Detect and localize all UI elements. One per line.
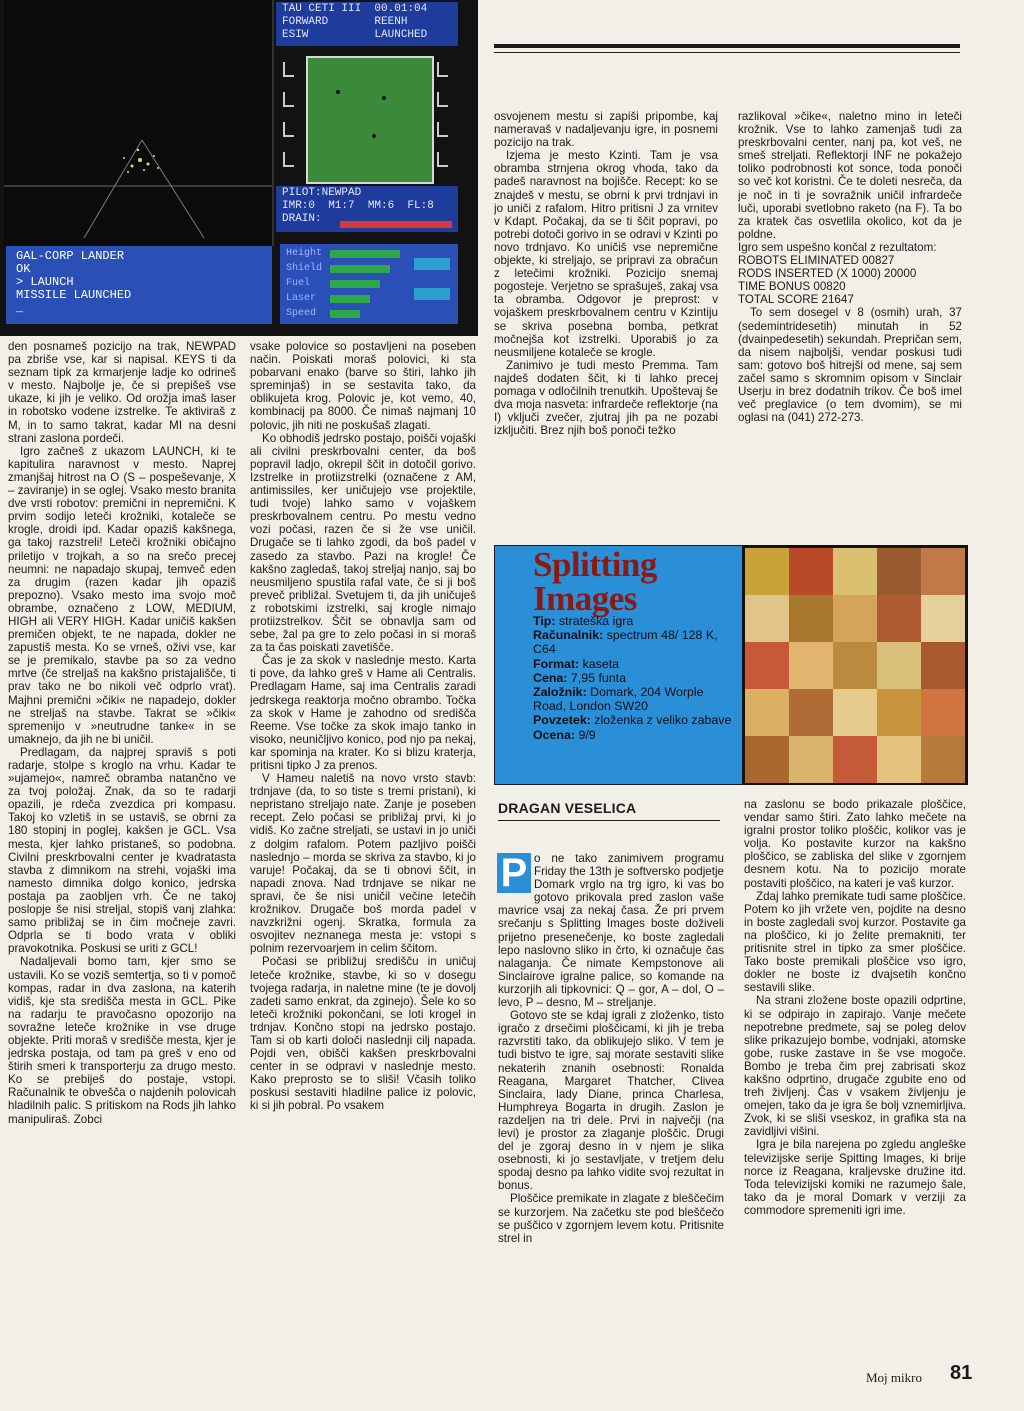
console-line: OK (16, 262, 31, 276)
paragraph: V Hameu naletiš na novo vrsto stavb: trdnjave (da, to so tiste s tremi pristani), ki nepristano streljajo nate. Zanje je poseben recept. Zelo počasi se približaj prvi, ki jo vidiš. Ko začne streljati, se ustavi in jo uniči z dolgim rafalom. Potem pazljivo poišči naslednjo – morda se skriva za stavbo, ki jo varuje! Počakaj, da se ti obnovi ščit, in napadi znova. Nad trdnjave se nikar ne spravi, če še nisi uničil večine letečih krožnikov. Drugače boš morda padel v navzkrižni ogenj. Skratka, formula za osvojitev neznanega mesta je: vstopi s polnim rezervoarjem in celim ščitom. (250, 772, 476, 956)
hud-top-line: TAU CETI III 00.01:04 (282, 3, 428, 15)
puzzle-tile (789, 595, 833, 642)
info-value: 7,95 funta (567, 670, 626, 685)
paragraph: den posnameš pozicijo na trak, NEWPAD pa zbriše vse, kar si napisal. KEYS ti da seznam tipk za krmarjenje ladje ko odrineš v mesto. Najbolje je, če si prepišeš vse ukaze, ki jih je veliko. Od orožja imaš laser in robotsko vodene izstrelke. Te aktiviraš z M, in to samo takrat, kadar MI na desni strani zaslona pordeči. (8, 340, 236, 445)
info-label: Format: (533, 656, 580, 671)
puzzle-tile (921, 548, 965, 595)
info-value: kaseta (579, 656, 620, 671)
hud-pilot-line: IMR:0 M1:7 MM:6 FL:8 (282, 200, 434, 212)
page-number: 81 (950, 1362, 973, 1384)
game-info-box (494, 545, 744, 785)
info-label: Ocena: (533, 727, 576, 742)
paragraph: Na strani zložene boste opazili odprtine, ki se odpirajo in zapirajo. Vanje mečete nepotrebne predmete, saj se poleg delov slike prikazujejo bombe, vodnjaki, atomske gobe, ruske zastave in še vse mogoče. Bombo je treba čim prej zabrisati skoz kakšno odprtino, drugače zgubite eno od treh življenj. Čas v vsakem življenju je omejen, tako da je igra še bolj vznemirljiva. Zvok, ki se sliši vseskoz, in grafika sta na zavidljivi višini. (744, 994, 966, 1139)
info-label: Cena: (533, 670, 568, 685)
radar-dots (308, 58, 432, 182)
header-rule (494, 44, 960, 48)
status-bar (330, 295, 370, 303)
author-name: DRAGAN VESELICA (498, 800, 637, 816)
paragraph: Ploščice premikate in zlagate z bleščečim se kurzorjem. Na začetku ste pod bleščečo se puščico v zgornjem levem kotu. Pritisnite strel in (498, 1192, 724, 1245)
info-row (533, 614, 738, 628)
paragraph: Igro sem uspešno končal z rezultatom: (738, 240, 937, 254)
info-value: strateška igra (555, 614, 634, 628)
paragraph: vsake polovice so postavljeni na poseben način. Poiskati moraš polovici, ki sta pobarvani enako (barve so štiri, lahko jih spreminjaš) in se sestavita tako, da oblikujeta krog. Polovic je, kot vemo, 40, kombinacij pa 8000. Če nimaš najmanj 10 polovic, jih niti ne poskušaš zlagati. (250, 340, 476, 432)
puzzle-tile (833, 736, 877, 783)
score-line: TIME BONUS 00820 (738, 280, 846, 294)
puzzle-tile (877, 595, 921, 642)
puzzle-tile (877, 642, 921, 689)
console-line: _ (16, 301, 24, 315)
status-bar (330, 310, 360, 318)
status-gauge (414, 288, 450, 300)
paragraph: Čas je za skok v naslednje mesto. Karta ti pove, da lahko greš v Hame ali Centralis. Predlagam Hame, saj ima Centralis zaradi jedrskega reaktorja močno obrambo. Točka za skok v Hame je zahodno od središča Reeme. Vse točke za skok imajo tanko in visoko, neuničljivo konico, pod njo pa nekaj, kar spominja na krater. Ko si blizu kraterja, pritisni tipko J za prenos. (250, 654, 476, 772)
drain-bar (340, 221, 452, 228)
info-label: Tip: (533, 614, 556, 628)
info-row (533, 657, 738, 671)
cockpit-view (4, 0, 274, 246)
article-column-1 (8, 340, 236, 1338)
console-line: > LAUNCH (16, 275, 74, 289)
hud-pilot-line: PILOT:NEWPAD (282, 187, 362, 199)
puzzle-tile (833, 548, 877, 595)
status-label: Speed (286, 308, 317, 319)
game-title (533, 545, 657, 618)
status-label: Height (286, 248, 323, 259)
info-row (533, 628, 738, 656)
paragraph: Igro začneš z ukazom LAUNCH, ki te kapitulira naravnost v mesto. Naprej zmanjšaj hitrost na O (S – pospeševanje, X – zaviranje) in se oglej. Vsako mesto branita dve vrsti robotov: premični in nepremični. K prvim sodijo leteči krožniki, kotaleče se krogle, droidi ipd. Kadar opaziš kakšnega, ga takoj razstreli! Leteči krožniki običajno priletijo v trojkah, a so na srečo precej neumni: ne napadajo skupaj, temveč eden za drugim (razen kadar jih opaziš prepozno). Vsako mesto ima svojo moč obrambe, označeno z LOW, MEDIUM, HIGH ali VERY HIGH. Kadar uničiš kakšen premičen objekt, te ne napada, dokler ne zapustiš mesta. Ko se vrneš, oživi vse, kar se je premikalo, stavbe pa so za vedno mrtve (če streljaš na kakšno pristajališče, ti prav tako ne bo nikoli več odprlo vrat). Majhni premični »čiki« ne napadejo, dokler ne streljaš na stavbe. Takrat se »čiki« spremenijo v »neutrudne tanke« in se umaknejo, da jih ne bi uničil. (8, 444, 236, 746)
puzzle-tile (745, 595, 789, 642)
paragraph: na zaslonu se bodo prikazale ploščice, vendar samo štiri. Zato lahko mečete na igralni prostor toliko ploščic, kolikor vas je volja. Ko postavite kurzor na kakšno ploščico, se zabliska del slike v zgornjem desnem kotu. Na to pozicijo morate postaviti ploščico, na kateri je vaš kurzor. (744, 798, 966, 890)
puzzle-tile (921, 595, 965, 642)
puzzle-tile (921, 689, 965, 736)
magazine-name: Moj mikro (866, 1370, 922, 1385)
info-row (533, 671, 738, 685)
puzzle-tile (877, 548, 921, 595)
puzzle-tile (921, 642, 965, 689)
puzzle-tile (877, 689, 921, 736)
hud-top-line: FORWARD REENH (282, 16, 408, 28)
radar-panel (306, 56, 434, 184)
paragraph: o ne tako zanimivem programu Friday the 13th je softversko podjetje Domark vrglo na trg igro, ki vas bo gotovo prikovala pred zaslon vaše mavrice vsaj za nekaj časa. Že pri prvem srečanju s Splitting Images boste doživeli prijetno presenečenje, ko boste zagledali lepo naslovno sliko in črto, ki označuje čas nalaganja. Če nimate Kempstonove ali Sinclairove igralne palice, so komande na kurzorjih ali tipkovnici: Q – gor, A – dol, O – levo, P – desno, M – streljanje. (498, 852, 724, 1010)
paragraph: Zanimivo je tudi mesto Premma. Tam najdeš dodaten ščit, ki ti lahko precej pomaga v odločilnih trenutkih. Upoštevaj še dva moja nasveta: infrardeče reflektorje (na I) vključi zvečer, zjutraj jih pa ne pozabi izključiti. Brez njih boš ponoči težko (494, 358, 718, 438)
game-title-line: Splitting (533, 545, 657, 584)
article-column-4b (744, 798, 966, 1338)
hud-top-line: ESIW LAUNCHED (282, 29, 428, 41)
article-column-3b (498, 852, 724, 1338)
cockpit-view-drawing (4, 0, 272, 246)
puzzle-tile (745, 689, 789, 736)
info-row (533, 685, 738, 713)
info-value: zloženka z veliko zabave (590, 713, 732, 728)
paragraph: Igra je bila narejena po zgledu angleške televizijske serije Spitting Images, ki brije norce iz Reagana, kraljevske družine itd. Toda televizijski komiki ne razumejo šale, tako da je moral Domark v verziji za commodore spremeniti igri ime. (744, 1138, 966, 1217)
puzzle-tile (921, 736, 965, 783)
puzzle-tile (789, 548, 833, 595)
console-panel (6, 246, 272, 324)
status-label: Shield (286, 263, 323, 274)
puzzle-tile (877, 736, 921, 783)
status-bar (330, 250, 400, 258)
paragraph: Predlagam, da najprej spraviš s poti radarje, stolpe s kroglo na vrhu. Kadar te »ujamejo«, namreč obramba natančno ve za tvoj položaj. Znak, da so te radarji opazili, je rdeča zvezdica pri kompasu. Takoj ko vzletiš in se ustaviš, se obrni za 180 stopinj in poglej, kakšen je GCL. Vsa mesta, kjer lahko pristaneš, so podobna. Civilni preskrbovalni center je kvadratasta stavba z dimnikom na strehi, vojaški ima namesto dimnika dolgo konico, jedrska postaja pa zaobljen vrh. Če ne takoj poslopje še nisi streljal, stopiš vanj zlahka: samo približaj se in čim močneje zavri. Odprla se ti bodo vrata v obliki pravokotnika. Poskusi se uriti z GCL! (8, 745, 236, 956)
score-line: RODS INSERTED (X 1000) 20000 (738, 267, 917, 281)
paragraph: razlikoval »čike«, naletno mino in leteči krožnik. Vse to lahko zamenjaš tudi za preskrbovalni center, nanj pa, kot veš, ne smeš streljati. Reflektorji INF ne pokažejo toliko podrobnosti kot sonce, toda ponoči so več kot koristni. Če te doleti nesreča, da je noč in ti je sovražnik uničil infrardeče luči, uporabi svetlobno raketo (na F). Ta bo za kratek čas osvetlila okolico, kot da je poldne. (738, 110, 962, 241)
game-title-line: Images (533, 579, 637, 618)
status-bar (330, 280, 380, 288)
status-panel (280, 244, 458, 324)
puzzle-tile (789, 736, 833, 783)
author-rule (498, 820, 720, 821)
score-line: ROBOTS ELIMINATED 00827 (738, 254, 895, 268)
right-scale-icon (434, 56, 458, 180)
puzzle-tile (745, 642, 789, 689)
status-bar (330, 265, 390, 273)
info-label: Povzetek: (533, 713, 591, 728)
score-line: TOTAL SCORE 21647 (738, 293, 854, 307)
puzzle-tile (745, 736, 789, 783)
info-label: Računalnik: (533, 628, 604, 643)
header-rule-thin (494, 52, 960, 53)
article-column-3 (494, 110, 718, 530)
article-column-4 (738, 110, 962, 530)
info-value: Domark, 204 Worple Road, London SW20 (533, 685, 704, 714)
drop-cap-space (498, 852, 534, 892)
paragraph: osvojenem mestu si zapiši pripombe, kaj nameravaš v nadaljevanju igre, in posnemi pozicijo na trak. (494, 110, 718, 150)
hud-pilot-line: DRAIN: (282, 213, 322, 225)
status-label: Fuel (286, 278, 311, 289)
info-label: Založnik: (533, 685, 587, 700)
hud-top-panel (276, 2, 458, 46)
puzzle-tile (833, 642, 877, 689)
puzzle-tile (789, 689, 833, 736)
paragraph: Počasi se približuj središču in uničuj leteče krožnike, stavbe, ki so v dosegu tvojega radarja, in naletne mine (te je dovolj zadeti samo enkrat, da zginejo). Šele ko so leteči krožniki pokončani, se loti krogel in trdnjav. Končno stopi na jedrsko postajo. Tam si ob karti določi naslednji cilj napada. Pojdi ven, obišči kakšen preskrbovalni center in se odpravi v naslednje mesto. Kako preprosto se to sliši! Včasih toliko poskusi sestaviti hladilne palice iz polovic, ki si jih pobral. Po vsakem (250, 955, 476, 1113)
info-value: spectrum 48/ 128 K, C64 (533, 628, 718, 657)
status-gauge (414, 258, 450, 270)
puzzle-tile (833, 689, 877, 736)
paragraph: To sem dosegel v 8 (osmih) urah, 37 (sedemintridesetih) minutah in 52 (dvainpedesetih) sekundah. Prepričan sem, da nisem najboljši, vendar poskusi tudi sam: gotovo boš hitrejši od mene, saj sem začel samo s skromnim opisom v Sinclair Userju in brez dodatnih trikov. Če boš imel več preglavice (o tem dvomim), se mi oglasi na (041) 272-273. (738, 306, 962, 425)
paragraph: Izjema je mesto Kzinti. Tam je vsa obramba strnjena okrog vhoda, tako da padeš naravnost na bojišče. Recept: ko se znajdeš v mestu, se obrni k prvi trdnjavi in jo uniči z rafalom. Hitro pritisni J za vrnitev v Kdapt. Počakaj, da se ti ščit popravi, po potrebi dotoči gorivo in se odravi v Kzinti po novo trdnjavo. Ko uničiš vse nepremične objekte, ki streljajo, se pripravi za obračun z letečimi krožniki. Pozicijo snemaj pogosteje. Verjetno se sprašuješ, zakaj vsa ta obramba. Odgovor je preprost: v vojaškem preskrbovalnem centru v Kzintiju se skriva posebna bomba, petkrat močnejša kot izstrelki. Uporabiš jo za neusmiljene kotaleče se krogle. (494, 149, 718, 359)
paragraph: Zdaj lahko premikate tudi same ploščice. Potem ko jih vržete ven, pojdite na desno in boste zagledali svoj kurzor. Postavite ga na ploščico, ki jo želite premakniti, ter pritisnite strel in tipko za smer ploščice. Tako boste premikali ploščice vso igro, dokler ne boste iz dvajsetih končno sestavili slike. (744, 889, 966, 995)
info-row (533, 728, 738, 742)
game-info-list (533, 614, 738, 742)
info-value: 9/9 (575, 727, 596, 742)
paragraph: Gotovo ste se kdaj igrali z zloženko, tisto igračo z drsečimi ploščicami, ki jih je treba razvrstiti tako, da oblikujejo sliko. V tem je tudi bistvo te igre, saj morate sestaviti slike nekaterih znanih osebnosti: Ronalda Reagana, Margaret Thatcher, Clivea Sinclaira, lady Diane, princa Charlesa, Humphreya Bogarta in drugih. Zaslon je razdeljen na tri dele. Prvi in največji (na levi) je prostor za zlaganje ploščic. Drugi del je zgoraj desno in v njem je slika osebnosti, ki jo sestavljate, v tretjem delu spodaj desno pa lahko vidite svoj rezultat in bonus. (498, 1009, 724, 1193)
paragraph: Nadaljevali bomo tam, kjer smo se ustavili. Ko se voziš semtertja, so ti v pomoč kompas, radar in dva zaslona, na katerih vidiš, kje sta središča mesta in GCL. Pike na radarju te pravočasno opozorijo na sovražne leteče krožnike in vse druge objekte. Priti moraš v središče mesta, kjer je jedrska postaja, od tam pa greš v eno od štirih smeri k transporterju za drugo mesto. Ko se prebiješ do postaje, vstopi. Računalnik te obvešča o najdenih polovicah hladilnih palic. S pritiskom na Rods jih lahko manipuliraš. Zobci (8, 955, 236, 1126)
status-label: Laser (286, 293, 317, 304)
puzzle-tile (745, 548, 789, 595)
left-scale-icon (280, 56, 304, 180)
article-column-2 (250, 340, 476, 1338)
console-line: GAL-CORP LANDER (16, 249, 125, 263)
game-screenshot (0, 0, 478, 336)
drop-cap: P (497, 853, 531, 893)
console-line: MISSILE LAUNCHED (16, 288, 132, 302)
puzzle-tile (789, 642, 833, 689)
puzzle-tile (833, 595, 877, 642)
paragraph: Ko obhodiš jedrsko postajo, poišči vojaški ali civilni preskrbovalni center, da boš popravil ladjo, okrepil ščit in dotočil gorivo. Izstrelke in protiizstrelki (označene z AM, antimissiles, ker uničujejo vse projektile, tudi tvoje) lahko samo v vojaškem preskrbovalnem centru. Po mestu vedno vozi počasi, razen če si že vse uničil. Drugače se ti lahko zgodi, da boš padel v zasedo za stavbo. Pazi na krogle! Če kakšno zagledaš, takoj streljaj nanjo, saj bo neusmiljeno spustila rafal vate, če si ji boš preveč približal. Svetujem ti, da jih uničuješ z robotskimi izstrelki, saj krogle nimajo protiizstrelkov. Ščit se obnavlja sam od sebe, žal pa gre to zelo počasi in si moraš za ta čas poiskati zavetišče. (250, 431, 476, 655)
info-row (533, 713, 738, 727)
puzzle-screenshot (742, 545, 968, 785)
